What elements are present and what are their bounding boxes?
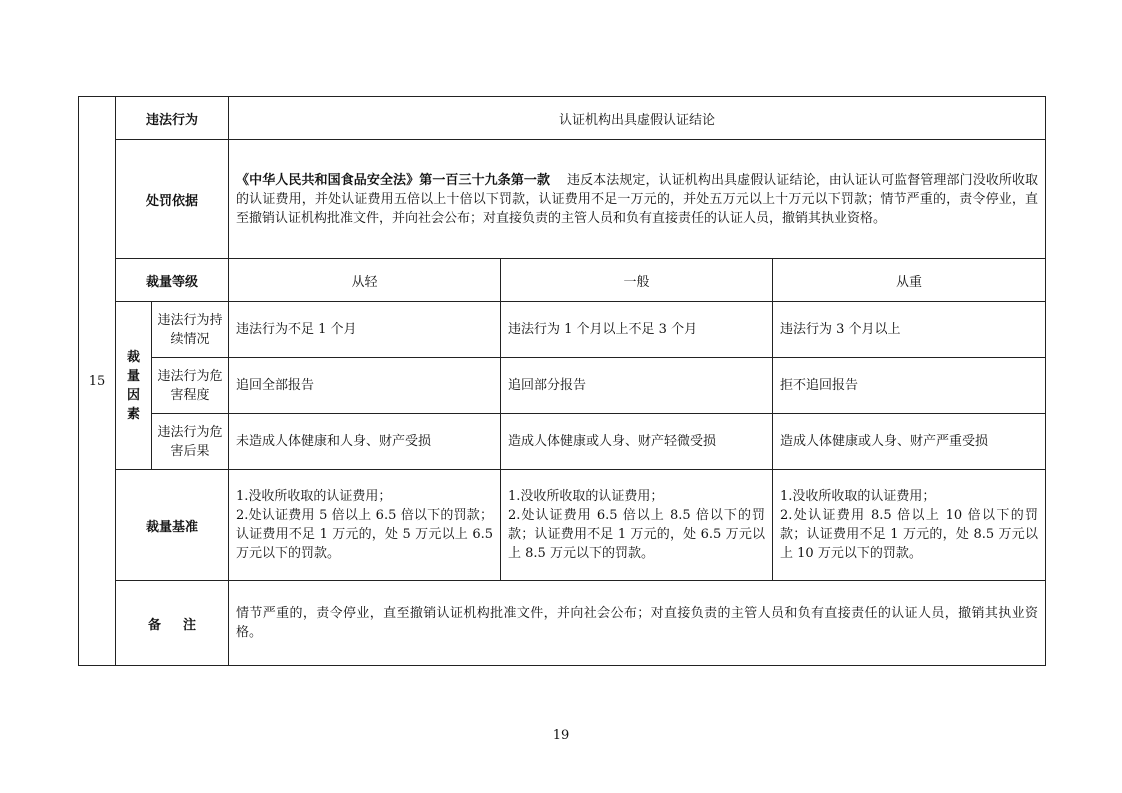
standard-normal: 1.没收所收取的认证费用； 2.处认证费用 6.5 倍以上 8.5 倍以下的罚款；认证费用不足 1 万元的，处 6.5 万元以上 8.5 万元以下的罚款。 <box>501 470 773 581</box>
basis-cell <box>229 140 1046 259</box>
row-number-cell <box>79 97 116 666</box>
basis-label: 处罚依据 <box>116 140 229 259</box>
factors-label: 裁量因素 <box>126 349 140 422</box>
factor-label: 违法行为危害后果 <box>152 414 229 470</box>
standard-heavy: 1.没收所收取的认证费用； 2.处认证费用 8.5 倍以上 10 倍以下的罚款；认证费用不足 1 万元的，处 8.5 万元以上 10 万元以下的罚款。 <box>773 470 1046 581</box>
level-heavy: 从重 <box>773 259 1046 302</box>
factors-label-cell <box>116 302 152 470</box>
factor-value: 拒不追回报告 <box>773 358 1046 414</box>
basis-law: 《中华人民共和国食品安全法》第一百三十九条第一款 <box>236 172 551 188</box>
level-light: 从轻 <box>229 259 501 302</box>
penalty-table <box>78 96 1046 666</box>
factor-label: 违法行为危害程度 <box>152 358 229 414</box>
remark-label: 备注 <box>116 581 229 666</box>
factor-value: 违法行为 1 个月以上不足 3 个月 <box>501 302 773 358</box>
factor-value: 未造成人体健康和人身、财产受损 <box>229 414 501 470</box>
row-number: 15 <box>88 373 106 389</box>
factor-value: 追回部分报告 <box>501 358 773 414</box>
basis-text: 违反本法规定，认证机构出具虚假认证结论，由认证认可监督管理部门没收所收取的认证费用，并处认证费用五倍以上十倍以下罚款，认证费用不足一万元的，并处五万元以上十万元以下罚款；情节严重的，责令停业，直至撤销认证机构批准文件，并向社会公布；对直接负责的主管人员和负有直接责任的认证人员，撤销其执业资格。 <box>236 172 1039 226</box>
violation-text: 认证机构出具虚假认证结论 <box>229 97 1046 140</box>
factor-value: 追回全部报告 <box>229 358 501 414</box>
level-label: 裁量等级 <box>116 259 229 302</box>
remark-text: 情节严重的，责令停业，直至撤销认证机构批准文件，并向社会公布；对直接负责的主管人员和负有直接责任的认证人员，撤销其执业资格。 <box>229 581 1046 666</box>
factor-label: 违法行为持续情况 <box>152 302 229 358</box>
standard-light: 1.没收所收取的认证费用； 2.处认证费用 5 倍以上 6.5 倍以下的罚款；认证费用不足 1 万元的，处 5 万元以上 6.5 万元以下的罚款。 <box>229 470 501 581</box>
factor-value: 违法行为 3 个月以上 <box>773 302 1046 358</box>
page-number: 19 <box>552 728 570 743</box>
level-normal: 一般 <box>501 259 773 302</box>
standard-label: 裁量基准 <box>116 470 229 581</box>
violation-label: 违法行为 <box>116 97 229 140</box>
factor-value: 违法行为不足 1 个月 <box>229 302 501 358</box>
factor-value: 造成人体健康或人身、财产严重受损 <box>773 414 1046 470</box>
factor-value: 造成人体健康或人身、财产轻微受损 <box>501 414 773 470</box>
